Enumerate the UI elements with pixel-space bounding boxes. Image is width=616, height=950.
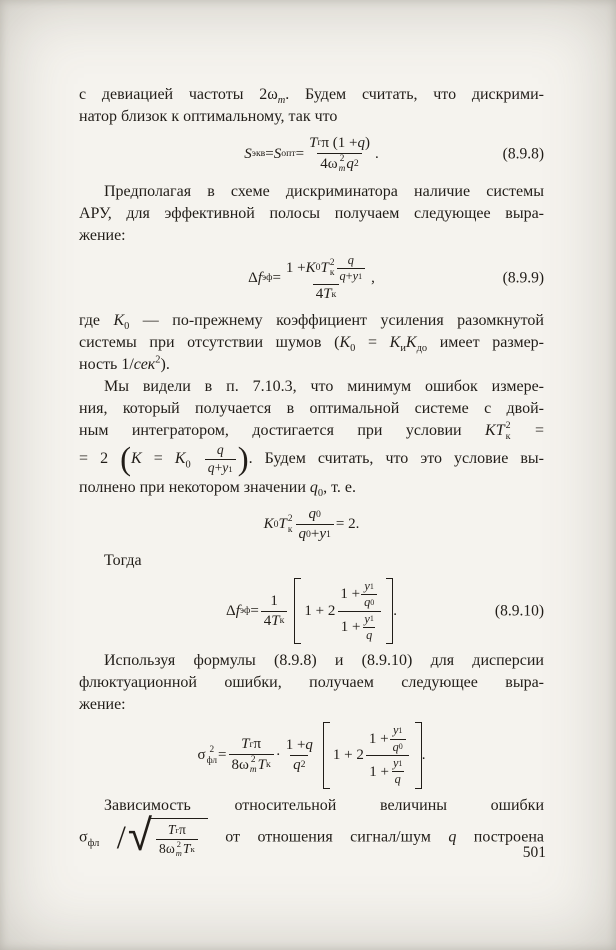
text-line: натор близок к оптимальному, так что [79, 108, 338, 125]
text-line: жение: [79, 226, 126, 244]
text-line: = 2 ($K = K_0$ q q + y 1 ). Будем считать, что это условие вы- [79, 441, 545, 478]
text-line: полнено при некотором значении $q_0$, т. е. [79, 479, 356, 500]
text-line: системы при отсутствии шумов ($K_0 = K_иK_{до}$ имеет размер- [79, 334, 544, 355]
equation-body: S экв = S опт = T г π (1 + q ) 4ω 2 m q 2 . [244, 135, 379, 175]
text-line: Зависимость относительной величины ошибки [104, 796, 544, 814]
equation-number: (8.9.10) [494, 602, 544, 620]
text-line: Мы видели в п. 7.10.3, что минимум ошибок измере- [104, 378, 544, 396]
paragraph-k0-note [79, 310, 544, 376]
text-line: $\sigma_{фл}$ / √ T г π 8ω 2 m T к от отношения сигнал/шум q построена [79, 809, 544, 861]
text-line: где $K_0$ — по-прежнему коэффициент усиления разомкнутой [79, 312, 544, 333]
text-line: Тогда [104, 551, 142, 569]
equation-number: (8.9.8) [502, 145, 544, 163]
text-line: Предполагая в схеме дискриминатора наличие системы [104, 182, 544, 200]
equation-body: Δ f эф = 1 + K 0 T 2 к q q + y 1 4 T к , [248, 252, 375, 303]
equation-8-9-8 [79, 134, 544, 175]
equation-body: K 0 T 2 к q 0 q 0 + y 1 = 2. [263, 506, 360, 543]
text-line: ния, который получается в оптимальной системе с двой- [79, 400, 544, 418]
text-line: ным интегратором, достигается при условии KT 2 к = [79, 420, 544, 443]
equation-ktk-condition [79, 505, 544, 544]
text-line: Используя формулы (8.9.8) и (8.9.10) для дисперсии [104, 652, 544, 670]
page-content [79, 84, 544, 859]
equation-body: σ 2 фл = T г π 8ω 2 m T к · 1 + q q 2 1 + 2 1 + y 1 q 0 1 + y 1 q . [198, 722, 426, 788]
equation-8-9-9 [79, 253, 544, 304]
text-line: флюктуационной ошибки, получаем следующее выра- [79, 674, 544, 692]
paragraph-agc [79, 181, 544, 247]
paragraph-dependence [79, 795, 544, 859]
equation-sigma-fl [79, 722, 544, 788]
text-line: ность 1/сек$^2$). [79, 354, 170, 374]
equation-8-9-10 [79, 578, 544, 644]
paragraph-then [79, 550, 544, 572]
equation-number: (8.9.9) [502, 269, 544, 287]
text-line: с девиацией частоты $2\omega_m$. Будем считать, что дискрими- [79, 86, 545, 107]
paragraph-deviation [79, 84, 544, 128]
paragraph-condition [79, 376, 544, 499]
page-number: 501 [522, 844, 546, 861]
text-line: АРУ, для эффективной полосы получаем следующее выра- [79, 204, 544, 222]
text-line: жение: [79, 696, 126, 714]
equation-body: Δ f эф = 1 4 T к 1 + 2 1 + y 1 q 0 1 + y 1 q . [226, 578, 397, 644]
paragraph-using-formulas [79, 650, 544, 716]
